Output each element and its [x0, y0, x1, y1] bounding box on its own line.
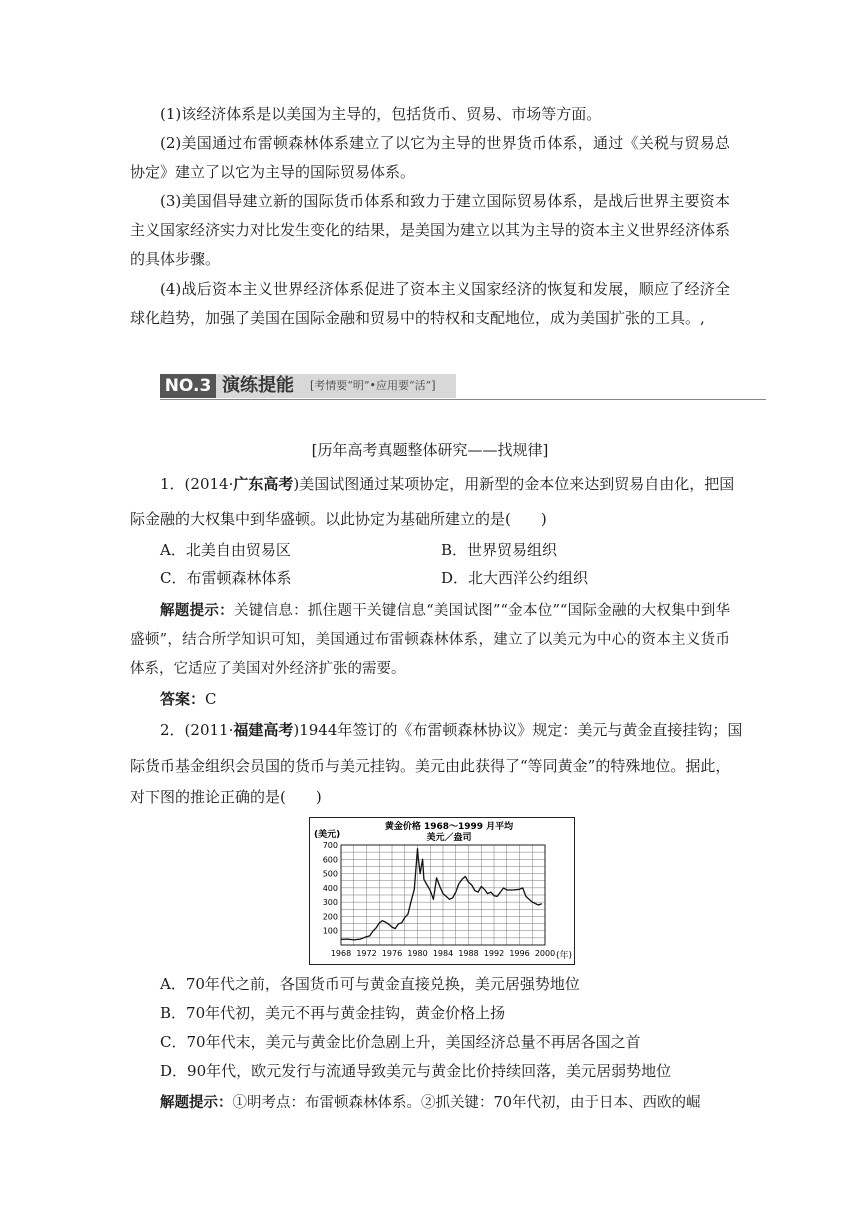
q1-answer-label: 答案： [160, 690, 206, 708]
x-tick-label: 1968 [330, 949, 352, 958]
q1-answer [160, 685, 217, 714]
q1-source: 广东高考 [233, 475, 294, 493]
y-tick-label: 300 [322, 898, 338, 908]
q2-hint-text: ①明考点：布雷顿森林体系。②抓关键：70年代初，由于日本、西欧的崛 [232, 1095, 701, 1111]
q2-source: 福建高考 [233, 721, 294, 739]
y-tick-label: 600 [322, 855, 338, 865]
y-tick-label: 700 [322, 841, 338, 850]
x-tick-label: 1972 [356, 949, 377, 958]
q2-stem-line-3: 对下图的推论正确的是( ) [130, 788, 322, 806]
x-tick-label: 1996 [509, 949, 530, 958]
gold-price-chart-svg [309, 817, 575, 965]
y-tick-label: 100 [322, 926, 338, 936]
chart-subtitle: 美元／盎司 [426, 833, 472, 843]
q1-stem-line-1 [160, 470, 734, 499]
q1-hint-label: 解题提示： [160, 602, 234, 619]
banner-divider [160, 399, 766, 400]
banner-title: 演练提能 [222, 375, 294, 396]
banner-number: NO.3 [160, 374, 216, 398]
q2-option-a: A．70年代之前，各国货币可与黄金直接兑换，美元居强势地位 [160, 975, 580, 993]
q1-prefix: 1．(2014· [160, 475, 234, 493]
intro-paragraph-3: (3)美国倡导建立新的国际货币体系和致力于建立国际贸易体系，是战后世界主要资本主义国家经济实力对比发生变化的结果，是美国为建立以其为主导的资本主义世界经济体系的具体步骤。 [130, 192, 731, 268]
x-tick-label: 1984 [432, 949, 454, 958]
q1-stem-line-2: 际金融的大权集中到华盛顿。以此协定为基础所建立的是( ) [130, 510, 547, 528]
q1-option-c: C．布雷顿森林体系 [160, 569, 292, 587]
q1-option-a: A．北美自由贸易区 [160, 541, 291, 559]
intro-paragraph-2: (2)美国通过布雷顿森林体系建立了以它为主导的世界货币体系，通过《关税与贸易总协定》建立了以它为主导的国际贸易体系。 [130, 134, 730, 181]
chart-x-label: (年) [556, 951, 573, 961]
q2-option-c: C．70年代末，美元与黄金比价急剧上升，美国经济总量不再居各国之首 [160, 1033, 641, 1051]
q2-option-b: B．70年代初，美元不再与黄金挂钩，黄金价格上扬 [160, 1004, 506, 1022]
x-tick-label: 1992 [483, 949, 505, 958]
gold-price-chart [309, 817, 575, 965]
q1-hint-text: 关键信息：抓住题干关键信息“美国试图”“金本位”“国际金融的大权集中到华盛顿”，结合所学知识可知，美国通过布雷顿森林体系，建立了以美元为中心的资本主义货币体系，它适应了美国对外经济扩张的需要。 [130, 603, 731, 677]
intro-paragraph-1: (1)该经济体系是以美国为主导的，包括货币、贸易、市场等方面。 [160, 105, 602, 123]
x-tick-label: 1980 [407, 949, 428, 958]
chart-y-label: (美元) [314, 830, 341, 840]
q1-option-b: B．世界贸易组织 [441, 541, 558, 559]
x-tick-label: 1976 [381, 949, 403, 958]
q2-hint-label: 解题提示： [160, 1094, 233, 1111]
q1-answer-value: C [205, 690, 217, 708]
banner-subtitle: [考情要“明”•应用要“活”] [310, 379, 436, 392]
q1-stem-rest: )美国试图通过某项协定，用新型的金本位来达到贸易自由化，把国 [293, 475, 735, 493]
q2-stem-line-1 [160, 716, 742, 745]
y-tick-label: 500 [322, 869, 338, 879]
y-tick-label: 400 [322, 883, 338, 893]
section-heading: [历年高考真题整体研究——找规律] [311, 441, 549, 459]
x-tick-label: 2000 [534, 949, 556, 958]
q1-option-d: D．北大西洋公约组织 [441, 569, 589, 587]
y-tick-label: 200 [322, 912, 338, 922]
q2-prefix: 2．(2011· [160, 721, 234, 739]
intro-paragraph-4: (4)战后资本主义世界经济体系促进了资本主义国家经济的恢复和发展，顺应了经济全球化趋势，加强了美国在国际金融和贸易中的特权和支配地位，成为美国扩张的工具。, [130, 280, 730, 327]
chart-title: 黄金价格 1968～1999 月平均 [384, 822, 514, 832]
q2-option-d: D．90年代，欧元发行与流通导致美元与黄金比价持续回落，美元居弱势地位 [160, 1062, 672, 1080]
q1-hint [130, 596, 730, 684]
section-banner [160, 374, 766, 400]
q2-stem-rest: )1944年签订的《布雷顿森林协议》规定：美元与黄金直接挂钩；国 [293, 721, 743, 739]
q2-hint [160, 1088, 700, 1118]
x-tick-label: 1988 [458, 949, 479, 958]
q2-stem-line-2: 际货币基金组织会员国的货币与美元挂钩。美元由此获得了“等同黄金”的特殊地位。据此， [130, 757, 731, 775]
